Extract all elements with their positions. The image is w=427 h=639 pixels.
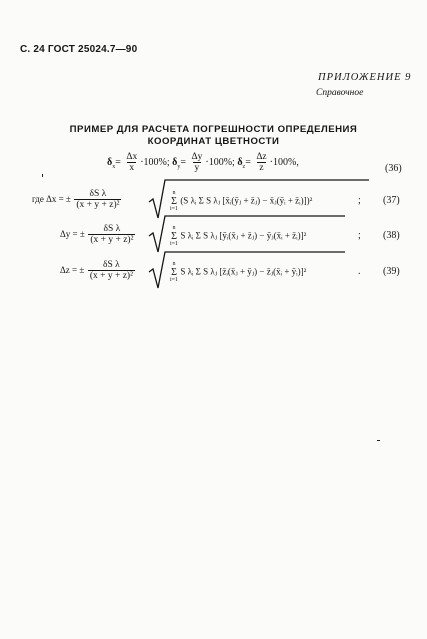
- fraction-39: $\frac{\text{δS λ}}{\text{(x + y + z)²}}$: [89, 260, 133, 281]
- sum-symbol-38: n Σ i=1: [170, 225, 179, 247]
- fraction-37: $\frac{\text{δS λ}}{\text{(x + y + z)²}}$: [76, 189, 120, 210]
- fraction-dy: $\frac{\Delta y}{y}$: [191, 152, 203, 173]
- fraction-dx: $\frac{\Delta x}{x}$: [126, 152, 138, 173]
- separator-37: ;: [358, 195, 361, 206]
- radicand-39: n Σ i=1 S λᵢ Σ S λⱼ [z̄ᵢ(x̄ⱼ + ȳⱼ) − z̄ⱼ(x̄ᵢ + ȳᵢ)]²: [170, 261, 307, 283]
- page-mark: [377, 440, 380, 441]
- fraction-38: $\frac{\text{δS λ}}{\text{(x + y + z)²}}$: [90, 224, 134, 245]
- sum-symbol-37: n Σ i=1: [170, 190, 179, 212]
- section-title-line-1: ПРИМЕР ДЛЯ РАСЧЕТА ПОГРЕШНОСТИ ОПРЕДЕЛЕНИЯ: [69, 124, 358, 135]
- separator-39: .: [358, 266, 361, 277]
- radicand-38: n Σ i=1 S λᵢ Σ S λⱼ [ȳᵢ(x̄ⱼ + z̄ⱼ) − ȳⱼ(x̄ᵢ + z̄ᵢ)]²: [170, 225, 307, 247]
- radicand-37: n Σ i=1 (S λᵢ Σ S λⱼ [x̄ᵢ(ȳⱼ + z̄ⱼ) − x̄ⱼ(ȳᵢ + z̄ᵢ)])²: [170, 190, 313, 212]
- sum-symbol-39: n Σ i=1: [170, 261, 179, 283]
- equation-number-39: (39): [383, 266, 400, 277]
- equation-37: где Δx = ± $\frac{\text{δS λ}}{\text{(x + y + z)²}}$: [32, 189, 120, 210]
- appendix-note: Справочное: [316, 88, 364, 98]
- equation-number-37: (37): [383, 195, 400, 206]
- equation-38: Δy = ± $\frac{\text{δS λ}}{\text{(x + y + z)²}}$: [60, 224, 134, 245]
- margin-mark: [42, 174, 43, 177]
- equation-36: $\delta_x=$ $\frac{\Delta x}{x}$ ·100%; $\delta_y=$ $\frac{\Delta y}{y}$ ·100%; $\delta_z=$ $\frac{\Delta z}{z}$ ·100%,: [107, 152, 299, 173]
- section-title-line-2: КООРДИНАТ ЦВЕТНОСТИ: [147, 136, 280, 147]
- separator-38: ;: [358, 230, 361, 241]
- equation-number-38: (38): [383, 230, 400, 241]
- appendix-label: ПРИЛОЖЕНИЕ 9: [318, 72, 412, 83]
- equation-39: Δz = ± $\frac{\text{δS λ}}{\text{(x + y + z)²}}$: [60, 260, 133, 281]
- page-header: С. 24 ГОСТ 25024.7—90: [20, 44, 138, 55]
- equation-number-36: (36): [385, 163, 402, 174]
- fraction-dz: $\frac{\Delta z}{z}$: [256, 152, 267, 173]
